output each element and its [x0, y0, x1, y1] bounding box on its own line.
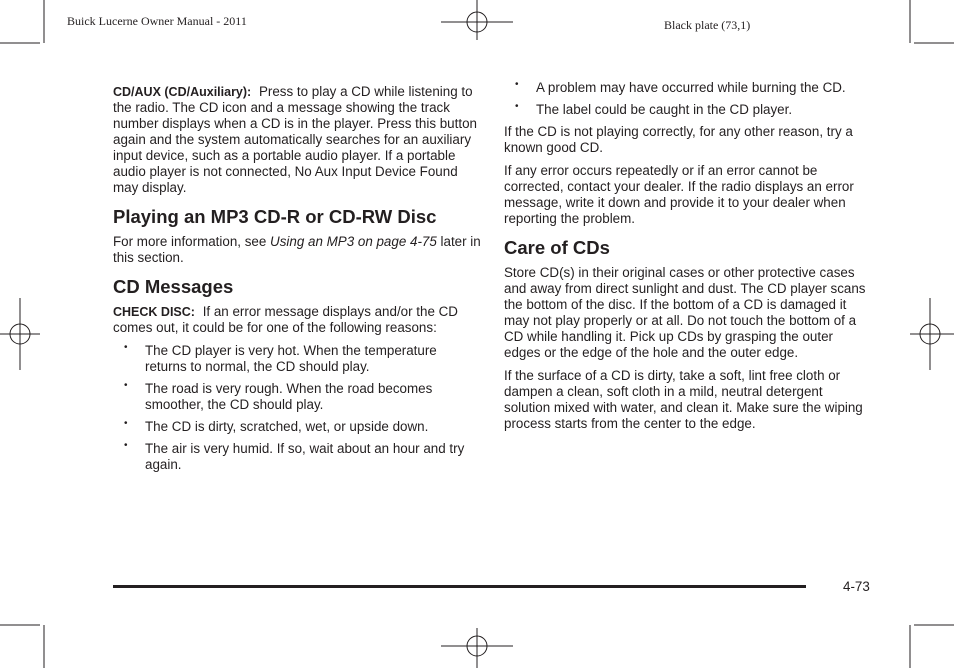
list-item-text: The road is very rough. When the road becomes smoother, the CD should play. [145, 381, 433, 412]
cdaux-paragraph [113, 84, 481, 196]
care-of-cds-heading: Care of CDs [504, 237, 610, 258]
bullet-icon: • [124, 380, 128, 391]
list-item [113, 419, 481, 435]
mp3-paragraph [113, 234, 481, 266]
check-disc-label: CHECK DISC: [113, 305, 195, 319]
cdaux-text: Press to play a CD while listening to the radio. The CD icon and a message showing the track number displays when a CD is in the player. Press this button again and the system automatically searches for an auxiliary input device, such as a portable audio player. If a portable audio player is not connected, No Aux Input Device Found may display. [113, 84, 477, 195]
registration-mark-left [0, 298, 40, 370]
bullet-icon: • [124, 418, 128, 429]
footer-rule [113, 585, 806, 588]
check-disc-paragraph [113, 304, 481, 336]
registration-mark-bottom [441, 628, 513, 668]
cd-messages-heading: CD Messages [113, 276, 234, 297]
mp3-heading: Playing an MP3 CD-R or CD-RW Disc [113, 206, 437, 227]
header-manual-title: Buick Lucerne Owner Manual - 2011 [67, 14, 247, 28]
bullet-icon: • [515, 79, 519, 90]
list-item-text: The air is very humid. If so, wait about an hour and try again. [145, 441, 465, 472]
list-item-text: The CD is dirty, scratched, wet, or upside down. [145, 419, 429, 434]
list-item [504, 102, 872, 118]
mp3-text-before: For more information, see [113, 234, 267, 249]
page-number: 4-73 [843, 579, 870, 594]
not-playing-paragraph: If the CD is not playing correctly, for any other reason, try a known good CD. [504, 124, 853, 155]
registration-mark-top [441, 0, 513, 40]
repeated-error-paragraph: If any error occurs repeatedly or if an error cannot be corrected, contact your dealer. If the radio displays an error message, write it down and provide it to your dealer when reporting the problem. [504, 163, 854, 226]
bullet-icon: • [515, 101, 519, 112]
cdaux-label: CD/AUX (CD/Auxiliary): [113, 85, 252, 99]
care-cleaning-paragraph: If the surface of a CD is dirty, take a soft, lint free cloth or dampen a clean, soft cloth in a mild, neutral detergent solution mixed with water, and clean it. Make sure the wiping process starts from the center to the edge. [504, 368, 863, 431]
care-storage-paragraph: Store CD(s) in their original cases or other protective cases and away from direct sunlight and dust. The CD player scans the bottom of the disc. If the bottom of a CD is damaged it may not play properly or at all. Do not touch the bottom of a CD while handling it. Pick up CDs by grasping the outer edges or the edge of the hole and the outer edge. [504, 265, 866, 360]
list-item-text: A problem may have occurred while burning the CD. [536, 80, 846, 95]
left-column [113, 84, 481, 479]
list-item-text: The label could be caught in the CD player. [536, 102, 793, 117]
list-item-text: The CD player is very hot. When the temperature returns to normal, the CD should play. [145, 343, 437, 374]
mp3-cross-reference-link[interactable]: Using an MP3 on page 4-75 [270, 234, 437, 249]
bullet-icon: • [124, 342, 128, 353]
cd-messages-bullet-list [113, 343, 481, 473]
header-plate-label: Black plate (73,1) [664, 18, 751, 32]
check-disc-text: If an error message displays and/or the CD comes out, it could be for one of the following reasons: [113, 304, 458, 335]
list-item [504, 80, 872, 96]
list-item [113, 441, 481, 473]
right-column [504, 80, 872, 439]
list-item [113, 343, 481, 375]
mp3-text-after: later in this section. [113, 234, 481, 265]
list-item [113, 381, 481, 413]
bullet-icon: • [124, 440, 128, 451]
cd-messages-bullet-list-continued [504, 80, 872, 118]
registration-mark-right [910, 298, 954, 370]
